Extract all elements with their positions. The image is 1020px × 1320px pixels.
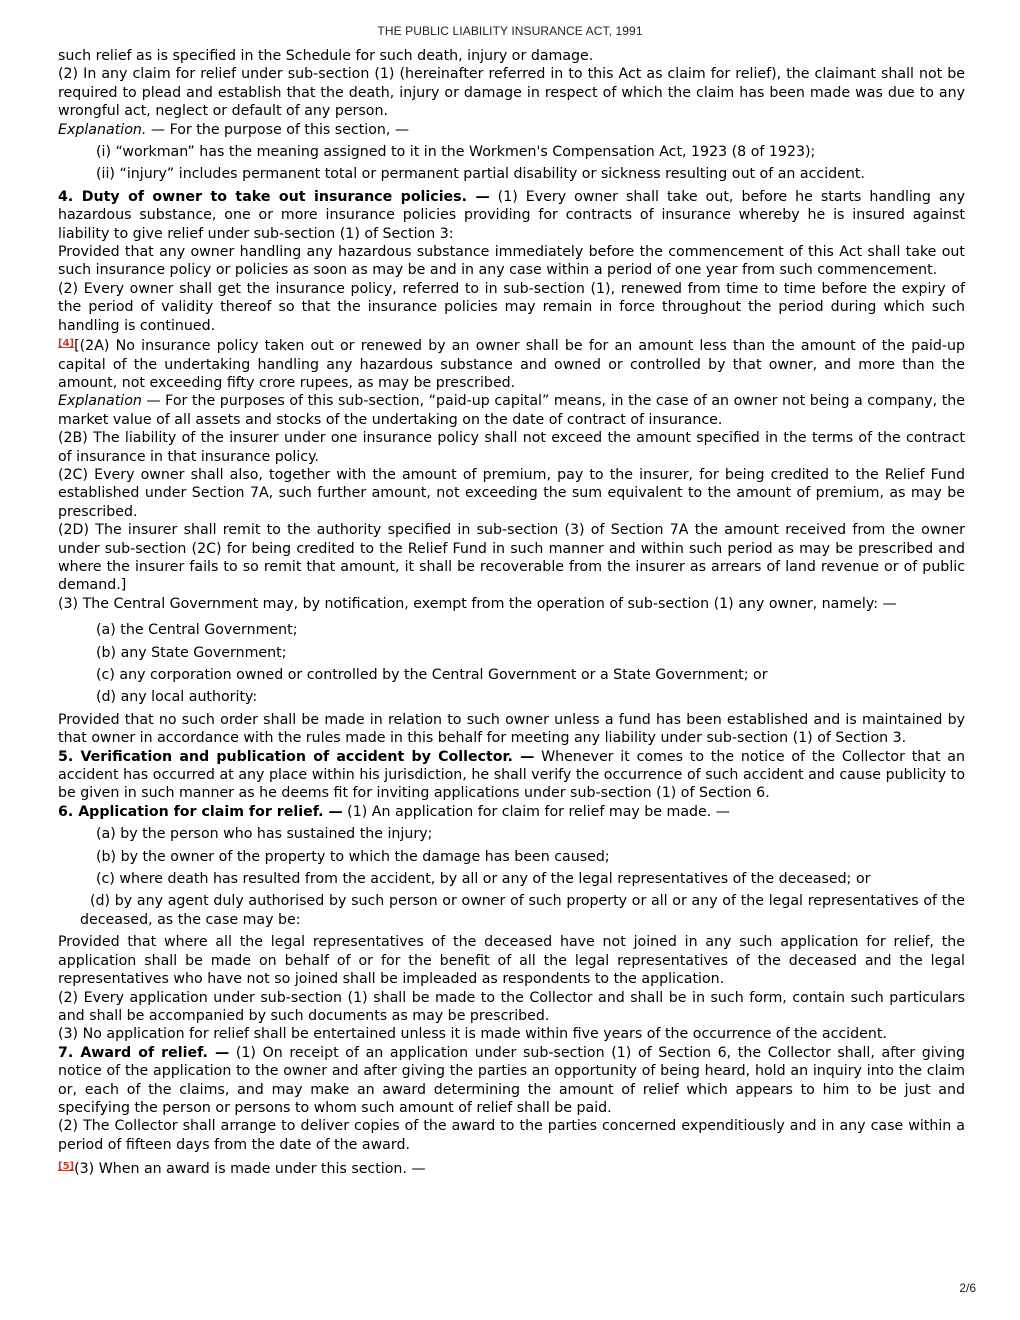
paragraph: (2) Every owner shall get the insurance policy, referred to in sub-section (1), renewed from time to time before the expiry of the period of validity thereof so that the insurance policies may remain in force throughout the period during which such handling is continued. <box>58 280 965 334</box>
section-7 <box>58 1044 965 1118</box>
list-item: (d) any local authority: <box>96 689 258 706</box>
section-heading: 6. Application for claim for relief. — <box>58 803 343 820</box>
explanation-label: Explanation. <box>58 121 147 138</box>
paragraph: (2) In any claim for relief under sub-section (1) (hereinafter referred in to this Act as claim for relief), the claimant shall not be required to plead and establish that the death, injury or damage in respect of which the claim has been made was due to any wrongful act, neglect or default of any person. <box>58 66 965 120</box>
list-item: (c) any corporation owned or controlled by the Central Government or a State Government; or <box>96 667 768 683</box>
footnote-link[interactable]: [5] <box>58 1161 75 1173</box>
paragraph-text: [(2A) No insurance policy taken out or renewed by an owner shall be for an amount less than the amount of the paid-up capital of the undertaking handling any hazardous substance and owned or controlled by that owner, and more than the amount, not exceeding fifty crore rupees, as may be prescribed. <box>58 338 965 391</box>
paragraph: such relief as is specified in the Schedule for such death, injury or damage. <box>58 48 594 64</box>
section-heading: 5. Verification and publication of accident by Collector. — <box>58 748 535 765</box>
paragraph-7-3 <box>58 1158 965 1178</box>
explanation <box>58 121 965 139</box>
paragraph-2a <box>58 335 965 392</box>
section-text: (1) On receipt of an application under sub-section (1) of Section 6, the Collector shall, after giving notice of the application to the owner and after giving the parties an opportunity of being heard, hold an inquiry into the claim or, each of the claims, and may make an award determining the amount of relief which appears to him to be just and specifying the person or persons to whom such amount of relief shall be paid. <box>58 1044 965 1116</box>
paragraph: (3) The Central Government may, by notification, exempt from the operation of sub-section (1) any owner, namely: — <box>58 595 897 612</box>
section-text: Whenever it comes to the notice of the Collector that an accident has occurred at any place within his jurisdiction, he shall verify the occurrence of such accident and cause publicity to be given in such manner as he deems fit for inviting applications under sub-section (1) of Section 6. <box>58 748 965 802</box>
explanation-text: — For the purpose of this section, — <box>146 121 410 138</box>
section-4 <box>58 188 965 243</box>
section-text: (1) An application for claim for relief may be made. — <box>342 803 730 820</box>
explanation-text: — For the purposes of this sub-section, “paid-up capital” means, in the case of an owner not being a company, the market value of all assets and stocks of the undertaking on the date of contract of insurance. <box>58 393 965 428</box>
paragraph: Provided that no such order shall be made in relation to such owner unless a fund has been established and is maintained by that owner in accordance with the rules made in this behalf for meeting any liability under sub-section (1) of Section 3. <box>58 711 965 747</box>
definition-item: (ii) “injury” includes permanent total or permanent partial disability or sickness resulting out of an accident. <box>96 166 865 183</box>
page-number: 2/6 <box>959 1281 976 1295</box>
list-item: (a) the Central Government; <box>96 622 298 639</box>
definition-item: (i) “workman” has the meaning assigned to it in the Workmen's Compensation Act, 1923 (8 of 1923); <box>96 144 816 161</box>
paragraph: (2) The Collector shall arrange to deliver copies of the award to the parties concerned expenditiously and in any case within a period of fifteen days from the date of the award. <box>58 1118 965 1153</box>
paragraph: (2C) Every owner shall also, together with the amount of premium, pay to the insurer, for being credited to the Relief Fund established under Section 7A, such further amount, not exceeding the sum equivalent to the amount of premium, as may be prescribed. <box>58 466 965 520</box>
paragraph: (3) No application for relief shall be entertained unless it is made within five years of the occurrence of the accident. <box>58 1026 887 1043</box>
list-item: (d) by any agent duly authorised by such person or owner of such property or all or any of the legal representatives of the deceased, as the case may be: <box>80 893 965 928</box>
section-6 <box>58 803 965 821</box>
list-item: (c) where death has resulted from the accident, by all or any of the legal representatives of the deceased; or <box>96 871 871 888</box>
paragraph: Provided that where all the legal representatives of the deceased have not joined in any such application for relief, the application shall be made on behalf of or for the benefit of all the legal representatives of the deceased and the legal representatives who have not so joined shall be impleaded as respondents to the application. <box>58 934 965 988</box>
section-text: (1) Every owner shall take out, before he starts handling any hazardous substance, one or more insurance policies providing for contracts of insurance whereby he is insured against liability to give relief under sub-section (1) of Section 3: <box>58 188 965 242</box>
paragraph: Provided that any owner handling any hazardous substance immediately before the commencement of this Act shall take out such insurance policy or policies as soon as may be and in any case within a period of one year from such commencement. <box>58 244 965 279</box>
list-item: (b) any State Government; <box>96 644 287 661</box>
page-header-title: THE PUBLIC LIABILITY INSURANCE ACT, 1991 <box>377 24 643 38</box>
paragraph: (2B) The liability of the insurer under one insurance policy shall not exceed the amount specified in the terms of the contract of insurance in that insurance policy. <box>58 430 965 465</box>
section-heading: 4. Duty of owner to take out insurance policies. — <box>58 188 490 205</box>
paragraph-text: (3) When an award is made under this section. — <box>74 1161 426 1178</box>
list-item: (b) by the owner of the property to which the damage has been caused; <box>96 848 610 865</box>
footnote-link[interactable]: [4] <box>58 338 75 350</box>
list-item: (a) by the person who has sustained the injury; <box>96 826 433 843</box>
explanation-label: Explanation <box>58 393 142 410</box>
section-heading: 7. Award of relief. — <box>58 1044 230 1061</box>
document-body <box>58 47 965 1179</box>
explanation <box>58 392 965 429</box>
section-5 <box>58 748 965 803</box>
paragraph: (2) Every application under sub-section (1) shall be made to the Collector and shall be in such form, contain such particulars and shall be accompanied by such documents as may be prescribed. <box>58 989 965 1024</box>
paragraph: (2D) The insurer shall remit to the authority specified in sub-section (3) of Section 7A the amount received from the owner under sub-section (2C) for being credited to the Relief Fund in such manner and within such period as may be prescribed and where the insurer fails to so remit that amount, it shall be recoverable from the insurer as arrears of land revenue or of public demand.] <box>58 522 965 594</box>
